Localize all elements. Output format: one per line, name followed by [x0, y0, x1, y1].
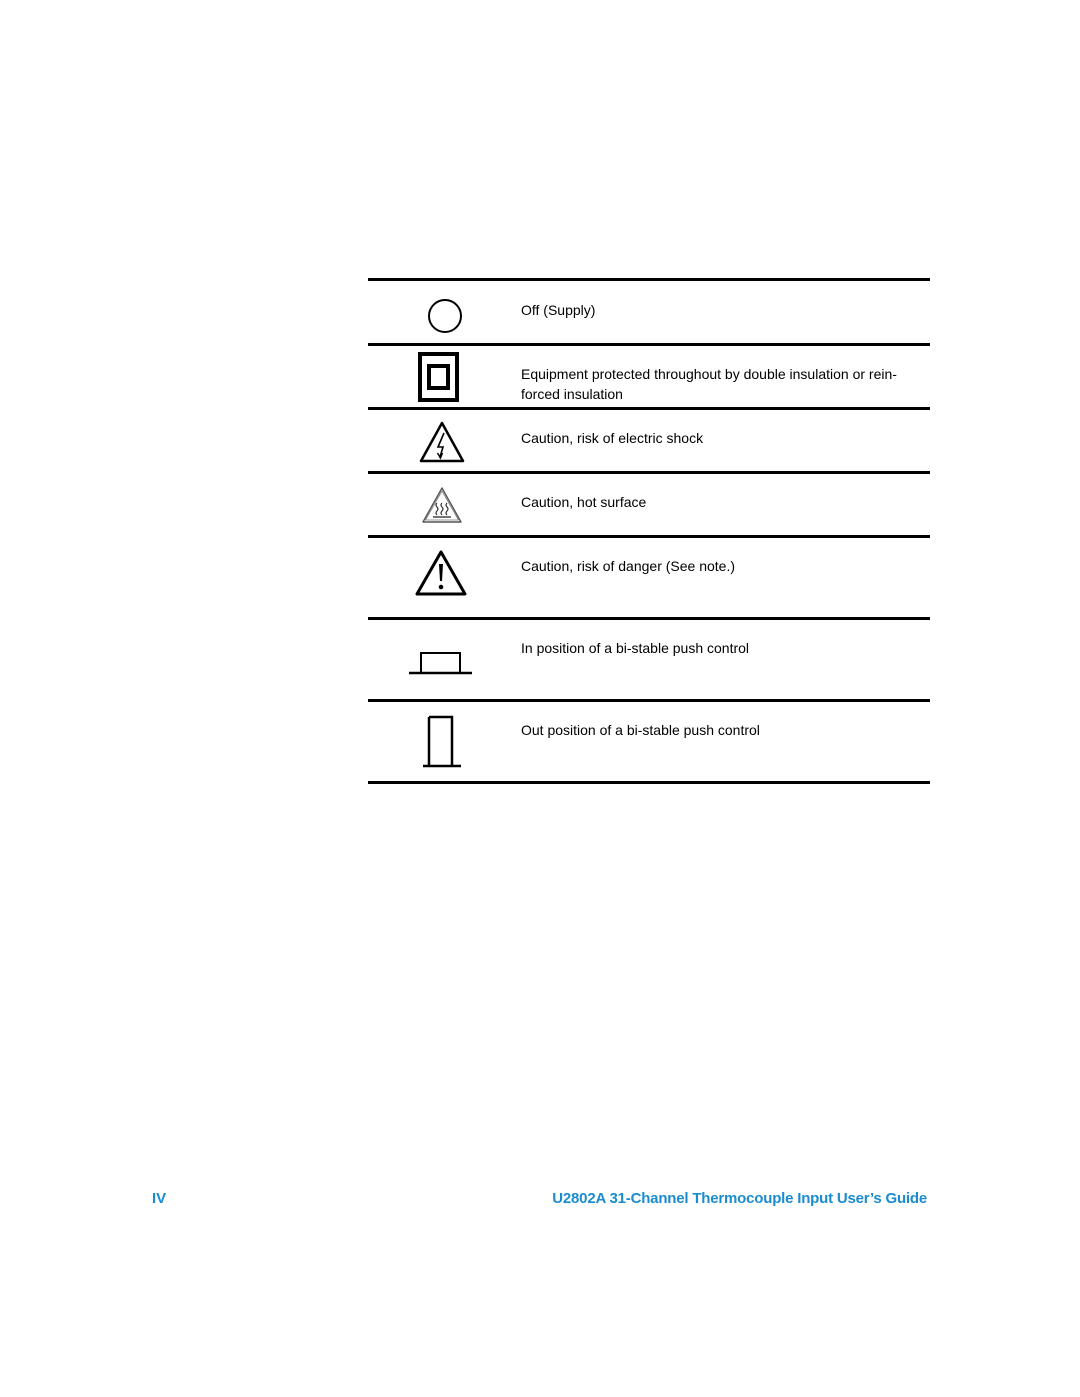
symbol-description: Equipment protected throughout by double insulation or rein- forced insulation	[521, 366, 897, 402]
push-control-out-icon	[420, 715, 464, 771]
electric-shock-warning-icon	[418, 420, 466, 464]
symbol-description: Caution, risk of danger (See note.)	[521, 558, 736, 574]
double-insulation-icon	[418, 352, 462, 404]
symbol-row-push-control-in	[368, 620, 930, 699]
symbol-row-danger	[368, 538, 930, 617]
table-bottom-rule	[368, 781, 930, 784]
symbol-description: Out position of a bi-stable push control	[521, 722, 760, 738]
hot-surface-warning-icon	[420, 486, 464, 526]
symbol-icon-cell	[368, 538, 516, 617]
symbol-icon-cell	[368, 702, 516, 781]
symbol-icon-cell	[368, 281, 516, 343]
symbol-table	[368, 278, 930, 784]
danger-warning-icon	[414, 549, 468, 597]
symbol-row-off-supply	[368, 281, 930, 343]
guide-title: U2802A 31-Channel Thermocouple Input User’s Guide	[552, 1190, 927, 1207]
symbol-row-push-control-out	[368, 702, 930, 781]
symbol-row-double-insulation	[368, 346, 930, 407]
symbol-icon-cell	[368, 410, 516, 471]
symbol-icon-cell	[368, 474, 516, 535]
off-supply-icon	[425, 296, 465, 336]
symbol-description: In position of a bi-stable push control	[521, 640, 750, 656]
symbol-icon-cell	[368, 346, 516, 407]
symbol-description: Caution, hot surface	[521, 494, 647, 510]
symbol-description: Caution, risk of electric shock	[521, 430, 704, 446]
symbol-row-hot-surface	[368, 474, 930, 535]
symbol-row-electric-shock	[368, 410, 930, 471]
symbol-description: Off (Supply)	[521, 302, 596, 318]
push-control-in-icon	[408, 648, 474, 678]
symbol-icon-cell	[368, 620, 516, 699]
page-number: IV	[152, 1190, 167, 1207]
